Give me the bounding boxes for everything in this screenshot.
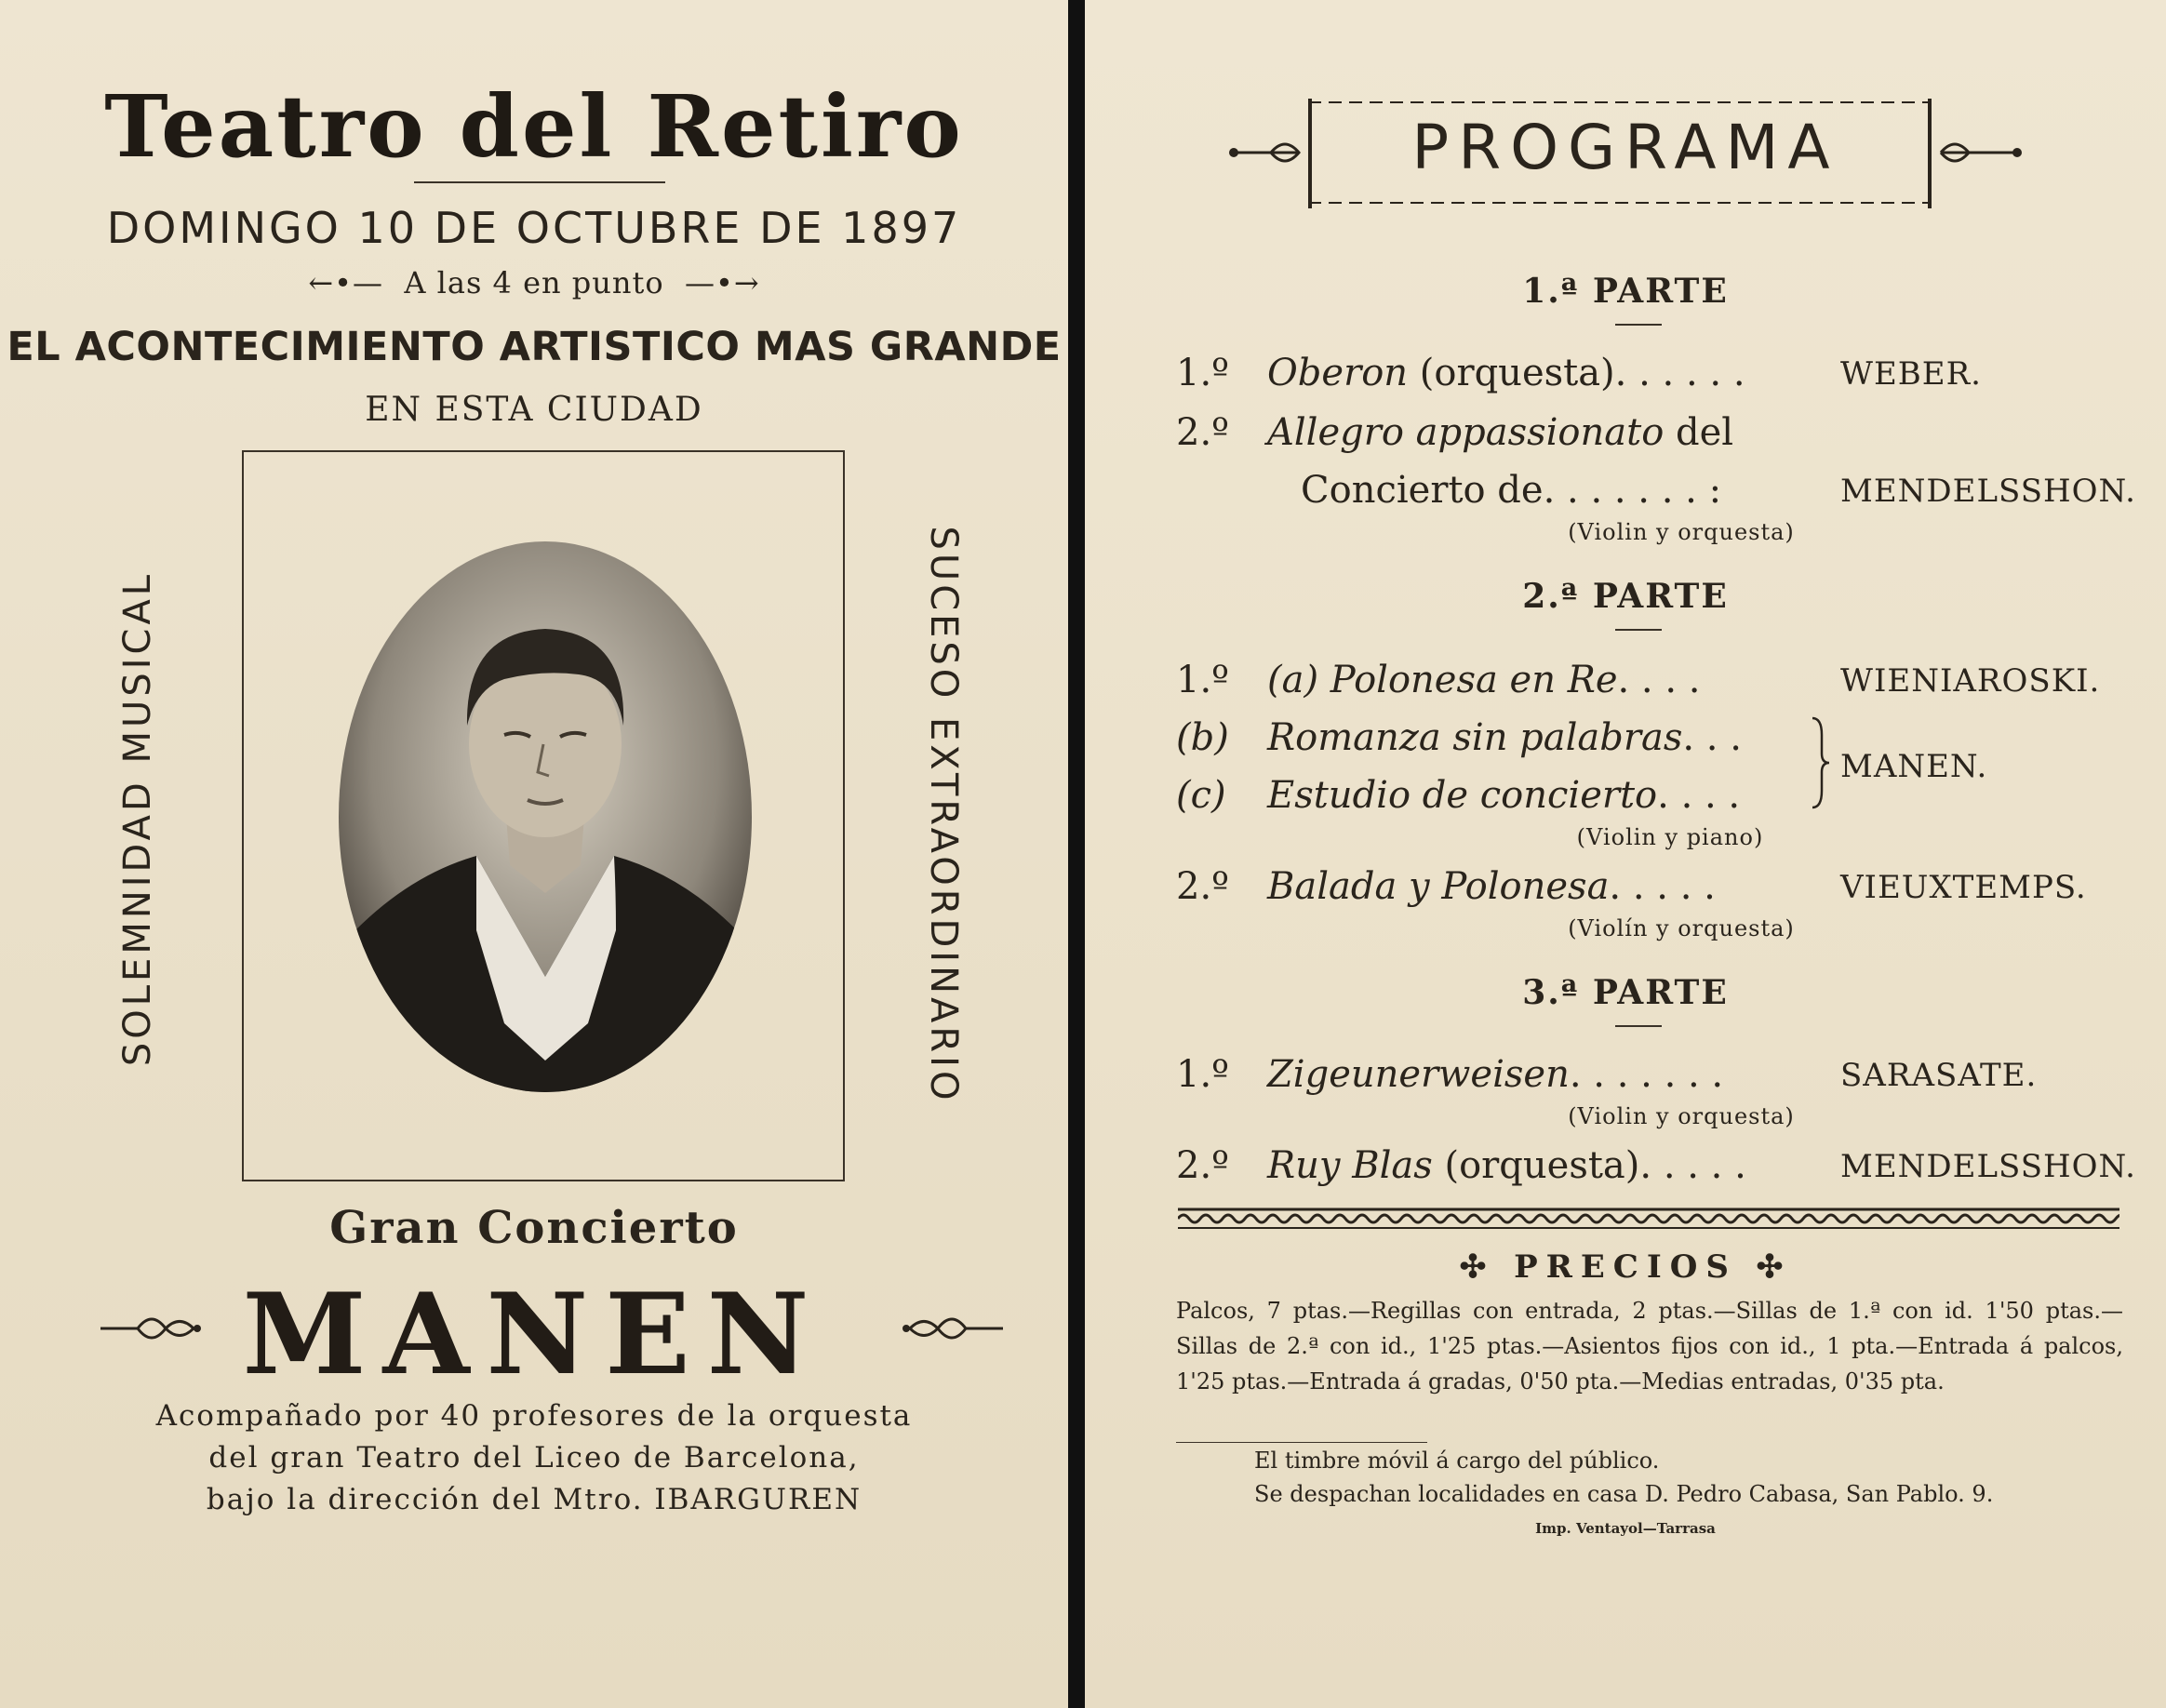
subheadline: EN ESTA CIUDAD (365, 391, 703, 429)
work-title: (a) Polonesa en Re. . . . (1267, 659, 1701, 701)
right-page (1085, 0, 2166, 1708)
composer: MENDELSSHON. (1840, 1148, 2136, 1185)
wavy-divider (1178, 1204, 2119, 1232)
item-number: (c) (1176, 774, 1226, 817)
concert-date: DOMINGO 10 DE OCTUBRE DE 1897 (106, 203, 962, 253)
work-title: Zigeunerweisen. . . . . . . (1267, 1053, 1724, 1096)
work-title: Ruy Blas (orquesta). . . . . (1267, 1144, 1746, 1187)
accompaniment-text (0, 1395, 1068, 1521)
concert-time (0, 265, 1068, 300)
item-number: (b) (1176, 716, 1229, 759)
programa-title: PROGRAMA (1411, 112, 1839, 183)
ticket-sales-note: Se despachan localidades en casa D. Pedro Cabasa, San Pablo. 9. (1254, 1481, 1994, 1507)
part-heading: 2.ª PARTE (1522, 577, 1729, 616)
cross-ornament-icon: ✣ (1459, 1248, 1515, 1286)
instrument-note: (Violin y orquesta) (1568, 1103, 1795, 1129)
part-heading: 1.ª PARTE (1522, 272, 1729, 311)
arrow-left-ornament: ←•— (308, 265, 405, 300)
work-title: Balada y Polonesa. . . . . (1267, 865, 1716, 908)
accompaniment-line: bajo la dirección del Mtro. IBARGUREN (206, 1483, 862, 1516)
composer: MENDELSSHON. (1840, 473, 2136, 510)
performer-portrait (337, 540, 754, 1094)
work-title: Estudio de concierto. . . . (1267, 774, 1741, 817)
item-number: 1.º (1176, 352, 1229, 394)
performer-name: MANEN (242, 1269, 826, 1400)
brace-icon (1809, 716, 1831, 809)
time-label: A las 4 en punto (404, 265, 664, 300)
arrow-right-ornament: —•→ (663, 265, 760, 300)
flourish-right-icon (901, 1301, 1003, 1356)
left-page: Teatro del Retiro DOMINGO 10 DE OCTUBRE DE 1897 ←•— A las 4 en punto —•→ EL ACONTECIMIENTO ARTISTICO MAS GRANDE EN ESTA CIUDAD SOLEMNIDAD MUSICAL SUCESO EXTRAORDINARIO Gran Concierto MANEN Acompañado por 40 profesores de la orquesta del gran Teatro del Liceo de Barcelona, bajo la dirección del Mtro. IBARGUREN (0, 0, 1068, 1708)
work-title: Romanza sin palabras. . . (1267, 716, 1742, 759)
concert-title: Gran Concierto (329, 1202, 739, 1254)
composer: VIEUXTEMPS. (1840, 869, 2087, 906)
work-title: Oberon (orquesta). . . . . . (1267, 352, 1745, 394)
part-rule (1615, 324, 1662, 326)
composer: WIENIAROSKI. (1840, 662, 2101, 700)
cross-ornament-icon: ✣ (1736, 1248, 1792, 1286)
composer: SARASATE. (1840, 1057, 2038, 1094)
item-number: 2.º (1176, 1144, 1229, 1187)
stamp-note: El timbre móvil á cargo del público. (1254, 1448, 1660, 1474)
work-title: Allegro appassionato del (1267, 411, 1734, 454)
item-number: 1.º (1176, 1053, 1229, 1096)
item-number: 1.º (1176, 659, 1229, 701)
item-number: 2.º (1176, 411, 1229, 454)
prices-text: Palcos, 7 ptas.—Regillas con entrada, 2 ptas.—Sillas de 1.ª con id. 1'50 ptas.—Sillas de 2.ª con id., 1'25 ptas.—Asientos fijos con id., 1 pta.—Entrada á palcos, 1'25 ptas.—Entrada á gradas, 0'50 pta.—Medias entradas, 0'35 pta. (1176, 1298, 2123, 1394)
composer: WEBER. (1840, 355, 1982, 393)
accompaniment-line: del gran Teatro del Liceo de Barcelona, (208, 1441, 860, 1474)
instrument-note: (Violín y orquesta) (1568, 915, 1795, 941)
fold-gutter (1068, 0, 1085, 1708)
part-heading: 3.ª PARTE (1522, 973, 1729, 1012)
composer: MANEN. (1840, 748, 1988, 785)
headline: EL ACONTECIMIENTO ARTISTICO MAS GRANDE (7, 324, 1062, 370)
accompaniment-line: Acompañado por 40 profesores de la orquesta (155, 1399, 913, 1433)
printer-credit: Imp. Ventayol—Tarrasa (1535, 1520, 1716, 1537)
theatre-title: Teatro del Retiro (104, 76, 964, 177)
part-rule (1615, 629, 1662, 631)
title-rule (414, 181, 665, 183)
instrument-note: (Violin y orquesta) (1568, 519, 1795, 545)
work-title-continued: Concierto de. . . . . . . : (1301, 469, 1722, 512)
instrument-note: (Violin y piano) (1576, 824, 1764, 850)
prices-heading: ✣ PRECIOS ✣ (1459, 1248, 1792, 1286)
part-rule (1615, 1025, 1662, 1027)
footer-rule (1176, 1442, 1427, 1443)
item-number: 2.º (1176, 865, 1229, 908)
